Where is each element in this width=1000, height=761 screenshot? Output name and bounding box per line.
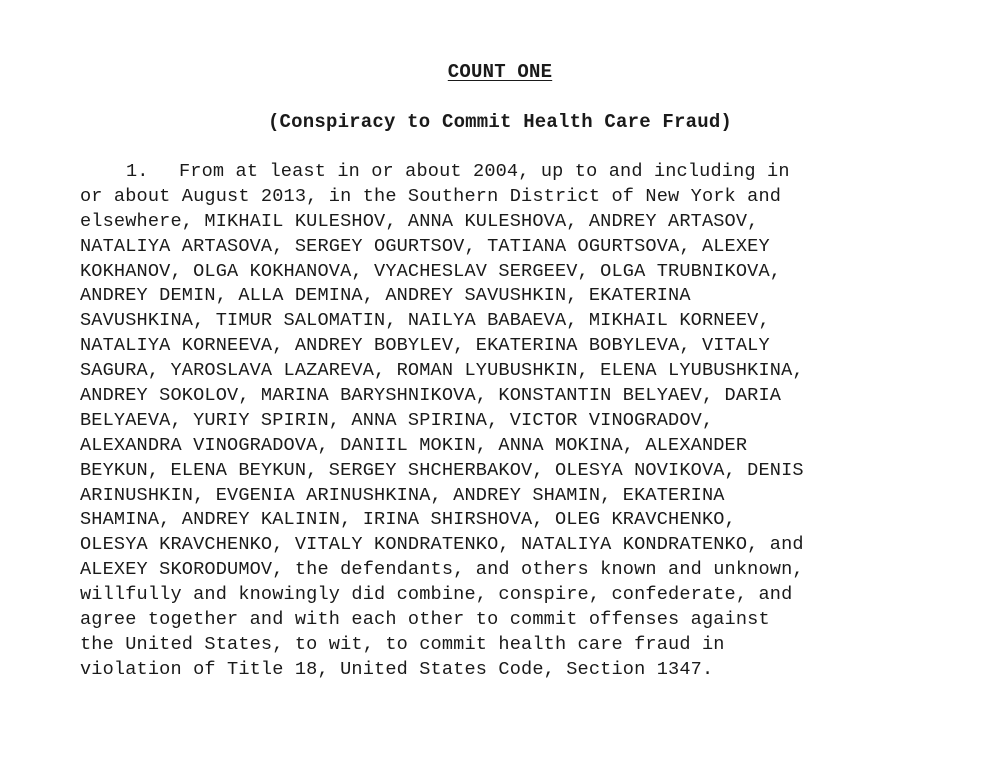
paragraph-line: SHAMINA, ANDREY KALININ, IRINA SHIRSHOVA, OLEG KRAVCHENKO,	[80, 509, 736, 531]
paragraph-line: BEYKUN, ELENA BEYKUN, SERGEY SHCHERBAKOV, OLESYA NOVIKOVA, DENIS	[80, 459, 804, 481]
paragraph-line: NATALIYA KORNEEVA, ANDREY BOBYLEV, EKATERINA BOBYLEVA, VITALY	[80, 335, 770, 357]
paragraph-line: NATALIYA ARTASOVA, SERGEY OGURTSOV, TATIANA OGURTSOVA, ALEXEY	[80, 235, 770, 257]
paragraph-line: ANDREY DEMIN, ALLA DEMINA, ANDREY SAVUSHKIN, EKATERINA	[80, 285, 691, 307]
paragraph-line: agree together and with each other to commit offenses against	[80, 609, 770, 631]
paragraph-1	[80, 160, 960, 708]
paragraph-number: 1.	[126, 161, 149, 182]
paragraph-line-text: From at least in or about 2004, up to and including in	[179, 161, 790, 182]
paragraph-line: or about August 2013, in the Southern District of New York and	[80, 185, 782, 207]
paragraph-line: elsewhere, MIKHAIL KULESHOV, ANNA KULESHOVA, ANDREY ARTASOV,	[80, 210, 759, 232]
paragraph-line	[80, 683, 960, 708]
count-subtitle: (Conspiracy to Commit Health Care Fraud)	[267, 111, 733, 133]
paragraph-first-line	[80, 160, 960, 185]
paragraph-line: BELYAEVA, YURIY SPIRIN, ANNA SPIRINA, VICTOR VINOGRADOV,	[80, 409, 714, 431]
paragraph-line: SAGURA, YAROSLAVA LAZAREVA, ROMAN LYUBUSHKIN, ELENA LYUBUSHKINA,	[80, 360, 804, 382]
paragraph-line: willfully and knowingly did combine, conspire, confederate, and	[80, 584, 793, 606]
paragraph-line: KOKHANOV, OLGA KOKHANOVA, VYACHESLAV SERGEEV, OLGA TRUBNIKOVA,	[80, 260, 782, 282]
paragraph-line: the United States, to wit, to commit health care fraud in	[80, 633, 725, 655]
paragraph-line: ANDREY SOKOLOV, MARINA BARYSHNIKOVA, KONSTANTIN BELYAEV, DARIA	[80, 385, 782, 407]
paragraph-line: OLESYA KRAVCHENKO, VITALY KONDRATENKO, NATALIYA KONDRATENKO, and	[80, 534, 804, 556]
paragraph-line: ALEXEY SKORODUMOV, the defendants, and others known and unknown,	[80, 559, 804, 581]
count-title: COUNT ONE	[447, 61, 553, 83]
paragraph-line: SAVUSHKINA, TIMUR SALOMATIN, NAILYA BABAEVA, MIKHAIL KORNEEV,	[80, 310, 770, 332]
paragraph-line: violation of Title 18, United States Code, Section 1347.	[80, 658, 714, 680]
paragraph-line: ALEXANDRA VINOGRADOVA, DANIIL MOKIN, ANNA MOKINA, ALEXANDER	[80, 434, 748, 456]
paragraph-line: ARINUSHKIN, EVGENIA ARINUSHKINA, ANDREY SHAMIN, EKATERINA	[80, 484, 725, 506]
